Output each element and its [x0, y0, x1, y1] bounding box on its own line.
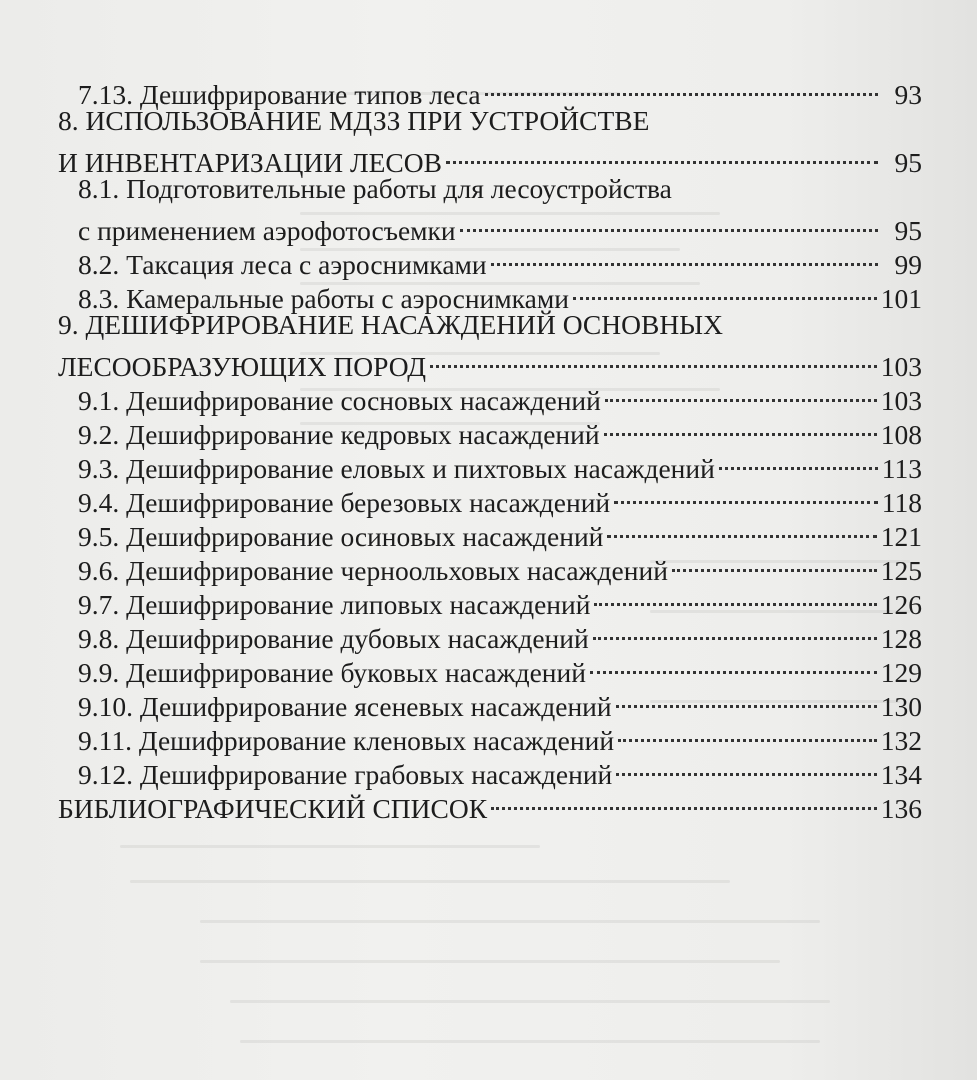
toc-entry-title: 9.10. Дешифрирование ясеневых насаждений [78, 691, 612, 722]
toc-entry-page: 134 [880, 759, 922, 790]
toc-entry-8-2[interactable] [52, 240, 922, 280]
dot-leader [573, 274, 877, 308]
toc-entry-page: 125 [880, 555, 922, 586]
dot-leader [590, 648, 877, 682]
toc-entry-9[interactable] [52, 308, 922, 382]
toc-entry-title-line1: 9. ДЕШИФРИРОВАНИЕ НАСАЖДЕНИЙ ОСНОВНЫХ [58, 309, 724, 340]
toc-entry-title: 8.3. Камеральные работы с аэроснимками [78, 283, 569, 314]
toc-entry-9-10[interactable] [52, 682, 922, 722]
toc-entry-9-2[interactable] [52, 410, 922, 450]
toc-entry-9-7[interactable] [52, 580, 922, 620]
toc-entry-title: ЛЕСООБРАЗУЮЩИХ ПОРОД [58, 351, 427, 382]
toc-entry-page: 118 [881, 487, 922, 518]
toc-entry-8[interactable] [52, 104, 922, 178]
toc-entry-9-5[interactable] [52, 512, 922, 552]
dot-leader [616, 750, 876, 784]
toc-entry-title: И ИНВЕНТАРИЗАЦИИ ЛЕСОВ [58, 147, 442, 178]
toc-entry-9-9[interactable] [52, 648, 922, 688]
dot-leader [485, 70, 878, 104]
dot-leader [616, 682, 877, 716]
toc-entry-page: 129 [880, 657, 922, 688]
toc-entry-page: 99 [894, 249, 922, 280]
toc-entry-page: 101 [880, 283, 922, 314]
toc-entry-title: 9.9. Дешифрирование буковых насаждений [78, 657, 586, 688]
toc-entry-page: 95 [894, 147, 922, 178]
toc-entry-title: 7.13. Дешифрирование типов леса [78, 79, 481, 110]
dot-leader [491, 240, 878, 274]
toc-entry-title: с применением аэрофотосъемки [78, 215, 456, 246]
dot-leader [430, 342, 877, 376]
toc-entry-title: 9.12. Дешифрирование грабовых насаждений [78, 759, 613, 790]
toc-entry-title: 9.7. Дешифрирование липовых насаждений [78, 589, 591, 620]
toc-entry-title: БИБЛИОГРАФИЧЕСКИЙ СПИСОК [58, 793, 488, 824]
dot-leader [672, 546, 877, 580]
toc-entry-9-11[interactable] [52, 716, 922, 756]
toc-entry-8-3[interactable] [52, 274, 922, 314]
toc-entry-page: 121 [880, 521, 922, 552]
toc-entry-title: 9.6. Дешифрирование черноольховых насаждений [78, 555, 668, 586]
dot-leader [605, 376, 877, 410]
toc-entry-title: 9.5. Дешифрирование осиновых насаждений [78, 521, 604, 552]
toc-entry-9-1[interactable] [52, 376, 922, 416]
toc-entry-title-line1: 8. ИСПОЛЬЗОВАНИЕ МДЗЗ ПРИ УСТРОЙСТВЕ [58, 105, 650, 136]
toc-entry-title: 9.11. Дешифрирование кленовых насаждений [78, 725, 615, 756]
dot-leader [594, 580, 876, 614]
toc-entry-page: 132 [880, 725, 922, 756]
dot-leader [607, 512, 876, 546]
toc-entry-page: 136 [880, 793, 922, 824]
toc-entry-page: 95 [894, 215, 922, 246]
dot-leader [593, 614, 877, 648]
toc-entry-title: 9.8. Дешифрирование дубовых насаждений [78, 623, 589, 654]
toc-entry-page: 103 [880, 351, 922, 382]
toc-entry-bibliography[interactable] [52, 784, 922, 824]
toc-entry-9-12[interactable] [52, 750, 922, 790]
toc-entry-page: 126 [880, 589, 922, 620]
toc-entry-title: 9.2. Дешифрирование кедровых насаждений [78, 419, 600, 450]
toc-entry-title-line1: 8.1. Подготовительные работы для лесоустройства [78, 173, 672, 204]
table-of-contents [52, 70, 922, 824]
toc-entry-title: 9.3. Дешифрирование еловых и пихтовых насаждений [78, 453, 715, 484]
toc-entry-title: 8.2. Таксация леса с аэроснимками [78, 249, 487, 280]
toc-entry-9-6[interactable] [52, 546, 922, 586]
toc-entry-page: 103 [880, 385, 922, 416]
dot-leader [719, 444, 878, 478]
toc-entry-9-3[interactable] [52, 444, 922, 484]
dot-leader [614, 478, 878, 512]
dot-leader [604, 410, 877, 444]
toc-entry-title: 9.1. Дешифрирование сосновых насаждений [78, 385, 601, 416]
dot-leader [460, 206, 878, 240]
dot-leader [618, 716, 877, 750]
toc-entry-title: 9.4. Дешифрирование березовых насаждений [78, 487, 611, 518]
toc-entry-page: 130 [880, 691, 922, 722]
toc-entry-9-4[interactable] [52, 478, 922, 518]
toc-entry-page: 108 [880, 419, 922, 450]
toc-entry-page: 93 [894, 79, 922, 110]
toc-entry-page: 128 [880, 623, 922, 654]
toc-entry-page: 113 [881, 453, 922, 484]
dot-leader [446, 138, 878, 172]
dot-leader [491, 784, 877, 818]
toc-entry-8-1[interactable] [52, 172, 922, 246]
toc-entry-9-8[interactable] [52, 614, 922, 654]
toc-entry-7-13[interactable] [52, 70, 922, 110]
